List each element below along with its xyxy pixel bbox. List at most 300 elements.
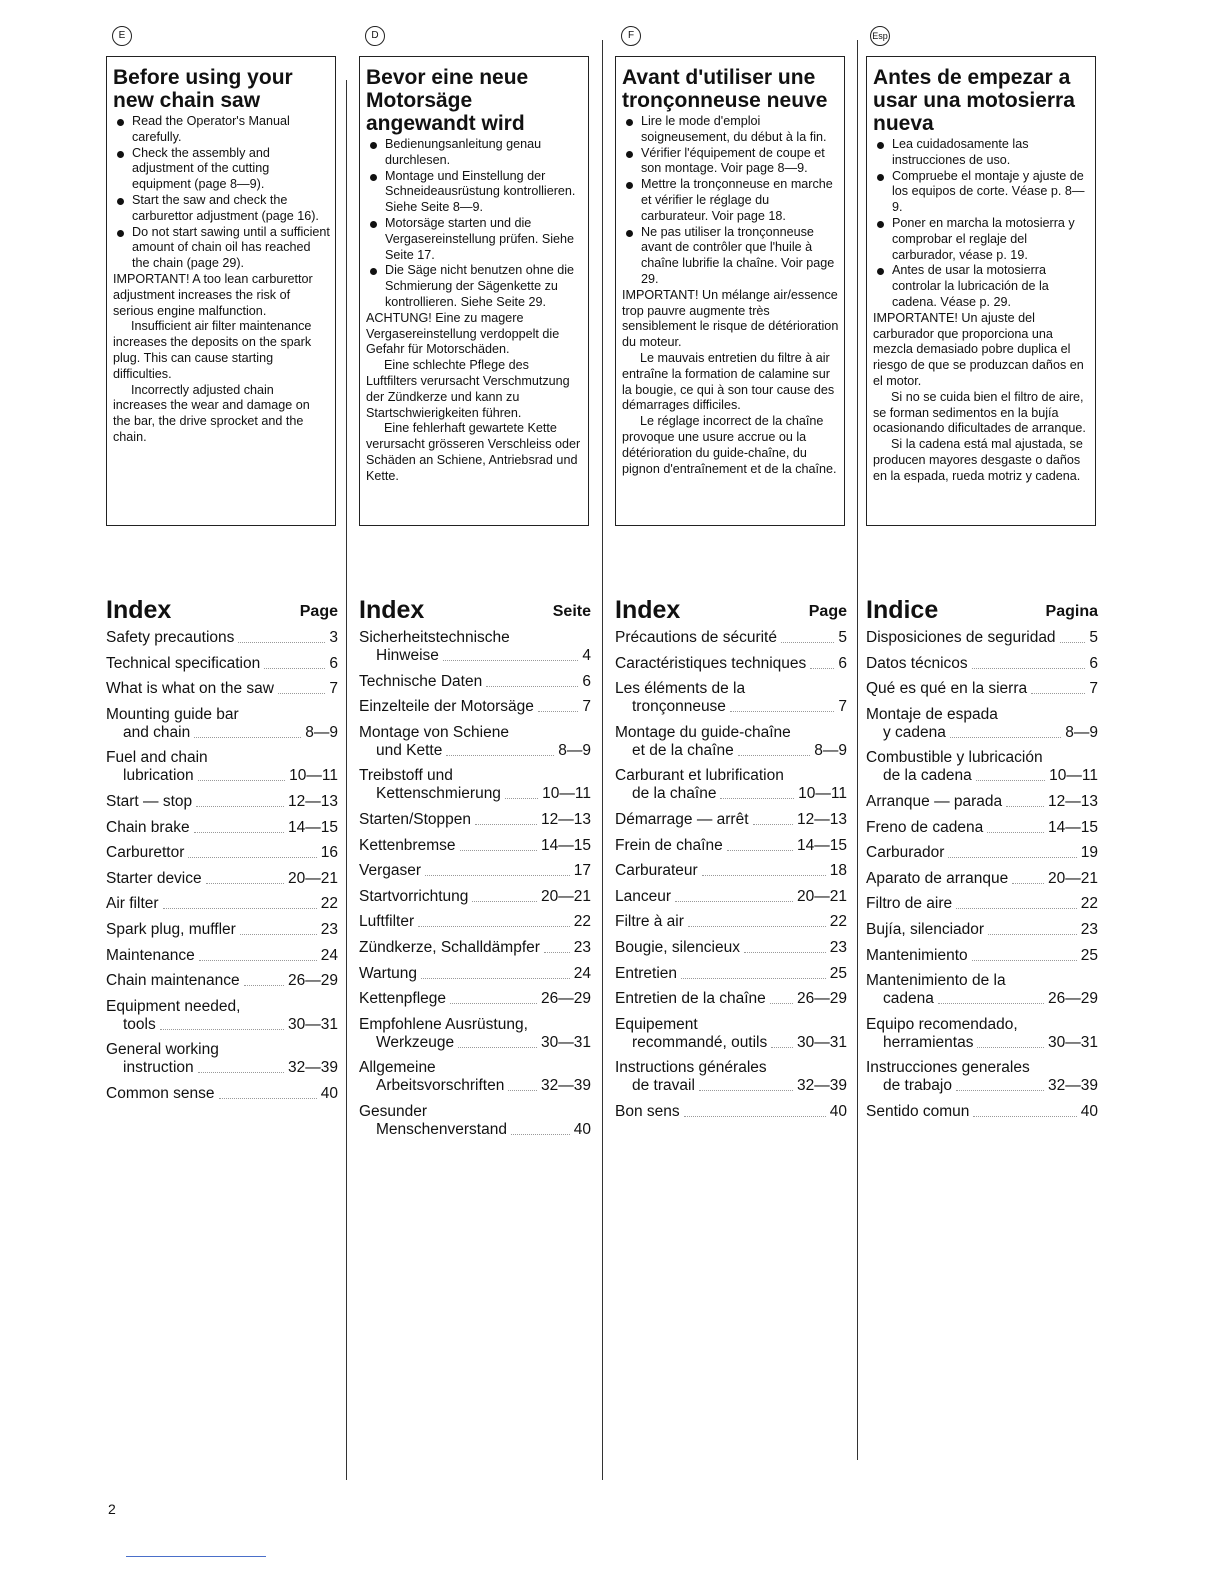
- index-entry: [359, 913, 591, 931]
- index-entry-page: 20—21: [541, 887, 591, 905]
- index-entry-text: Startvorrichtung: [359, 887, 469, 905]
- index-title: Index: [615, 596, 681, 624]
- dot-leader: [238, 641, 325, 643]
- index-entry-text: Mantenimiento de la: [866, 972, 1006, 990]
- instruction-item: Start the saw and check the carburettor adjustment (page 16).: [113, 193, 330, 225]
- index-entry-text: Bon sens: [615, 1102, 680, 1120]
- dot-leader: [988, 933, 1077, 935]
- dot-leader: [194, 736, 301, 738]
- index-entry-text: Starter device: [106, 869, 202, 887]
- dot-leader: [505, 797, 538, 799]
- maintenance-note: Le mauvais entretien du filtre à air entraîne la formation de calamine sur la bougie, ce qui à son tour cause des démarrages difficiles.: [622, 350, 835, 413]
- index-entry-page: 22: [320, 895, 338, 913]
- index-entry-text: Montaje de espada: [866, 705, 998, 723]
- index-entry-text: What is what on the saw: [106, 680, 274, 698]
- before-use-box: [106, 56, 336, 526]
- index-entry: [866, 629, 1098, 647]
- index-entry: [615, 811, 847, 829]
- box-title: Antes de empezar a usar una motosierra nueva: [873, 66, 1075, 135]
- index-entry: [359, 939, 591, 957]
- index-entry: [106, 844, 338, 862]
- index-entry-text: Freno de cadena: [866, 818, 984, 836]
- dot-leader: [198, 779, 286, 781]
- index-entry: [359, 724, 591, 760]
- index-entry-page: 16: [320, 844, 338, 862]
- dot-leader: [973, 1115, 1076, 1117]
- index-entry-text: Entretien de la chaîne: [615, 990, 766, 1008]
- dot-leader: [450, 1002, 537, 1004]
- index-entry: [359, 990, 591, 1008]
- index-entry-text: Montage von Schiene: [359, 723, 509, 741]
- dot-leader: [219, 1097, 317, 1099]
- index-entry-page: 6: [582, 672, 591, 690]
- index-entry-text: Datos técnicos: [866, 654, 968, 672]
- index-title: Index: [106, 596, 172, 624]
- dot-leader: [770, 1002, 793, 1004]
- dot-leader: [956, 1089, 1044, 1091]
- index-entry-text: Instrucciones generales: [866, 1059, 1030, 1077]
- box-title: Avant d'utiliser une tronçonneuse neuve: [622, 66, 828, 112]
- index-header: [359, 596, 591, 626]
- index-header: [866, 596, 1098, 626]
- dot-leader: [198, 1071, 284, 1073]
- index-entry: [615, 724, 847, 760]
- index-entry: [106, 706, 338, 742]
- dot-leader: [727, 849, 793, 851]
- dot-leader: [508, 1089, 537, 1091]
- dot-leader: [1060, 641, 1086, 643]
- maintenance-note: Incorrectly adjusted chain increases the wear and damage on the bar, the drive sprocket and the chain.: [113, 382, 310, 444]
- index-entry-text: Equipement: [615, 1015, 698, 1033]
- index-entry-page: 6: [329, 654, 338, 672]
- index-entry-text: Luftfilter: [359, 913, 415, 931]
- maintenance-note: Eine fehlerhaft gewartete Kette verursacht grösseren Verschleiss oder Schäden an Schiene, Antriebsrad und Kette.: [366, 421, 581, 483]
- dot-leader: [196, 805, 284, 807]
- index-entry-text: Kettenpflege: [359, 990, 447, 1008]
- index-entry: [866, 1016, 1098, 1052]
- instruction-item: Poner en marcha la motosierra y comprobar el reglaje del carburador, véase p. 19.: [873, 216, 1090, 263]
- column-divider: [346, 80, 347, 1480]
- index-entry-page: 26—29: [1048, 990, 1098, 1008]
- index-entry-text: Frein de chaîne: [615, 836, 723, 854]
- index-entry-page: 4: [582, 647, 591, 664]
- index-entry-page: 7: [582, 698, 591, 716]
- index-entry: [615, 965, 847, 983]
- index-entry: [106, 947, 338, 965]
- language-badge: F: [621, 26, 641, 46]
- dot-leader: [950, 736, 1061, 738]
- instruction-item: Vérifier l'équipement de coupe et son montage. Voir page 8—9.: [622, 146, 839, 178]
- index-entry-text: Technische Daten: [359, 672, 483, 690]
- index-entry: [866, 819, 1098, 837]
- dot-leader: [684, 1115, 826, 1117]
- index-entry-text: Safety precautions: [106, 629, 235, 646]
- dot-leader: [1031, 692, 1085, 694]
- before-use-box: [359, 56, 589, 526]
- index-entry: [106, 895, 338, 913]
- index-entry: [106, 655, 338, 673]
- important-note: ACHTUNG! Eine zu magere Vergasereinstellung verdoppelt die Gefahr für Motorschäden.: [366, 310, 560, 357]
- index-entry: [866, 921, 1098, 939]
- index-entry: [359, 767, 591, 803]
- dot-leader: [956, 907, 1077, 909]
- dot-leader: [460, 849, 538, 851]
- instruction-item: Read the Operator's Manual carefully.: [113, 114, 330, 146]
- dot-leader: [425, 874, 570, 876]
- index-entry-page: 23: [573, 938, 591, 956]
- instruction-item: Mettre la tronçonneuse en marche et vérifier le réglage du carburateur. Voir page 18.: [622, 177, 839, 224]
- index-entry-page: 32—39: [1048, 1077, 1098, 1095]
- index-entry-page: 8—9: [305, 723, 338, 741]
- index-entry: [866, 706, 1098, 742]
- index-page-label: Page: [808, 603, 847, 620]
- dot-leader: [753, 823, 794, 825]
- dot-leader: [681, 977, 826, 979]
- instruction-item: Lire le mode d'emploi soigneusement, du début à la fin.: [622, 114, 839, 146]
- index-entry-text: Carburettor: [106, 844, 185, 862]
- index-entry-page: 20—21: [797, 887, 847, 905]
- index-entry-text: Démarrage — arrêt: [615, 810, 749, 828]
- index-entry: [359, 837, 591, 855]
- index-entry: [615, 655, 847, 673]
- index-entry-page: 3: [329, 629, 338, 646]
- index-entry-page: 23: [320, 920, 338, 938]
- index-header: [106, 596, 338, 626]
- instruction-item: Antes de usar la motosierra controlar la lubricación de la cadena. Véase p. 29.: [873, 263, 1090, 310]
- index-entry-text: Caractéristiques techniques: [615, 654, 807, 672]
- dot-leader: [511, 1133, 570, 1135]
- index-entry: [866, 1103, 1098, 1121]
- index-entry-text: cadena: [883, 990, 934, 1008]
- language-badge: E: [112, 26, 132, 46]
- index-entry: [866, 947, 1098, 965]
- index-entry-page: 12—13: [541, 810, 591, 828]
- index-entry: [106, 972, 338, 990]
- important-note: IMPORTANT! Un mélange air/essence trop pauvre augmente très sensiblement le risque de détérioration du moteur.: [622, 287, 839, 350]
- index-list: [106, 629, 338, 1111]
- index-entry-page: 30—31: [288, 1015, 338, 1033]
- index-entry-page: 22: [1080, 895, 1098, 913]
- dot-leader: [244, 984, 284, 986]
- dot-leader: [264, 667, 325, 669]
- index-entry-text: Arbeitsvorschriften: [376, 1077, 505, 1095]
- dot-leader: [810, 667, 834, 669]
- index-entry-page: 25: [1080, 946, 1098, 964]
- index-entry-page: 20—21: [1048, 869, 1098, 887]
- index-entry: [106, 1085, 338, 1103]
- index-entry: [615, 1103, 847, 1121]
- index-entry: [106, 793, 338, 811]
- index-entry-page: 10—11: [542, 785, 591, 803]
- index-title: Index: [359, 596, 425, 624]
- maintenance-note: Si no se cuida bien el filtro de aire, se forman sedimentos en la bujía ocasionando dificultades de arranque.: [873, 389, 1086, 436]
- dot-leader: [781, 641, 834, 643]
- dot-leader: [720, 797, 794, 799]
- index-entry-page: 24: [573, 964, 591, 982]
- index-entry-text: de travail: [632, 1077, 695, 1095]
- dot-leader: [738, 754, 811, 756]
- instruction-item: Do not start sawing until a sufficient amount of chain oil has reached the chain (page 29).: [113, 225, 330, 272]
- index-entry: [615, 837, 847, 855]
- index-entry: [866, 844, 1098, 862]
- instruction-item: Bedienungsanleitung genau durchlesen.: [366, 137, 583, 169]
- index-entry-text: lubrication: [123, 767, 194, 785]
- index-entry-page: 19: [1080, 844, 1098, 862]
- index-entry-text: Chain brake: [106, 818, 190, 836]
- dot-leader: [160, 1028, 284, 1030]
- index-entry-text: Hinweise: [376, 647, 439, 664]
- index-entry: [106, 629, 338, 647]
- index-list: [359, 629, 591, 1147]
- index-entry: [866, 895, 1098, 913]
- index-entry-text: Wartung: [359, 964, 418, 982]
- instruction-list: [366, 137, 583, 311]
- index-entry: [615, 767, 847, 803]
- index-entry-page: 17: [573, 862, 591, 880]
- language-badge: D: [365, 26, 385, 46]
- index-entry: [866, 655, 1098, 673]
- index-entry: [866, 870, 1098, 888]
- dot-leader: [744, 951, 826, 953]
- index-entry: [106, 749, 338, 785]
- index-entry-page: 40: [573, 1120, 591, 1138]
- index-entry-page: 23: [829, 938, 847, 956]
- dot-leader: [475, 823, 537, 825]
- dot-leader: [486, 685, 578, 687]
- index-entry-page: 10—11: [798, 785, 847, 803]
- maintenance-note: Si la cadena está mal ajustada, se producen mayores desgaste o daños en la espada, rueda motriz y cadena.: [873, 437, 1083, 483]
- dot-leader: [418, 925, 570, 927]
- important-note: IMPORTANTE! Un ajuste del carburador que proporciona una mezcla demasiado pobre duplica el riesgo de que se produzcan daños en el motor.: [873, 310, 1084, 388]
- index-entry: [359, 888, 591, 906]
- dot-leader: [458, 1046, 537, 1048]
- dot-leader: [278, 692, 325, 694]
- instruction-item: Ne pas utiliser la tronçonneuse avant de contrôler que l'huile à chaîne lubrifie la chaîne. Voir page 29.: [622, 225, 839, 288]
- index-entry-text: Bujía, silenciador: [866, 920, 985, 938]
- index-entry: [359, 811, 591, 829]
- index-entry-text: Entretien: [615, 964, 678, 982]
- index-entry: [359, 1059, 591, 1095]
- instruction-item: Die Säge nicht benutzen ohne die Schmierung der Sägenkette zu kontrollieren. Siehe Seite 29.: [366, 263, 583, 310]
- index-entry-page: 14—15: [1048, 818, 1098, 836]
- index-entry-page: 40: [1080, 1102, 1098, 1120]
- instruction-item: Montage und Einstellung der Schneideausrüstung kontrollieren. Siehe Seite 8—9.: [366, 169, 583, 216]
- index-entry-text: Treibstoff und: [359, 767, 453, 785]
- index-entry-text: Carburateur: [615, 862, 698, 880]
- index-entry: [359, 673, 591, 691]
- index-list: [866, 629, 1098, 1129]
- index-entry: [615, 680, 847, 716]
- index-entry-page: 14—15: [288, 818, 338, 836]
- dot-leader: [977, 1046, 1044, 1048]
- index-entry: [866, 793, 1098, 811]
- index-entry-text: tronçonneuse: [632, 698, 726, 716]
- index-entry-text: Allgemeine: [359, 1059, 436, 1077]
- dot-leader: [206, 882, 284, 884]
- index-entry-text: Arranque — parada: [866, 792, 1003, 810]
- dot-leader: [730, 710, 834, 712]
- index-entry: [615, 862, 847, 880]
- index-entry-text: Carburant et lubrification: [615, 767, 784, 785]
- column-divider: [602, 40, 603, 1480]
- instruction-list: [622, 114, 839, 288]
- dot-leader: [972, 959, 1077, 961]
- index-entry-text: Empfohlene Ausrüstung,: [359, 1015, 528, 1033]
- dot-leader: [194, 831, 284, 833]
- index-entry-page: 10—11: [1049, 767, 1098, 785]
- index-entry: [359, 862, 591, 880]
- index-entry-page: 7: [329, 680, 338, 698]
- index-entry-page: 26—29: [797, 990, 847, 1008]
- index-entry-text: tools: [123, 1015, 156, 1033]
- index-entry-page: 32—39: [541, 1077, 591, 1095]
- index-entry-page: 6: [838, 654, 847, 672]
- index-entry-page: 30—31: [1048, 1033, 1098, 1051]
- index-entry-text: and chain: [123, 723, 191, 741]
- index-entry-page: 5: [1089, 629, 1098, 646]
- dot-leader: [472, 900, 537, 902]
- dot-leader: [1006, 805, 1044, 807]
- index-list: [615, 629, 847, 1129]
- dot-leader: [163, 907, 317, 909]
- index-entry-text: Sicherheitstechnische: [359, 629, 510, 646]
- dot-leader: [538, 710, 578, 712]
- dot-leader: [421, 977, 570, 979]
- index-entry-text: Disposiciones de seguridad: [866, 629, 1056, 646]
- index-entry-page: 5: [838, 629, 847, 646]
- index-entry: [106, 819, 338, 837]
- index-entry-text: Air filter: [106, 895, 159, 913]
- index-entry-text: Technical specification: [106, 654, 261, 672]
- dot-leader: [938, 1002, 1044, 1004]
- index-entry-page: 12—13: [797, 810, 847, 828]
- index-entry-text: Fuel and chain: [106, 749, 208, 767]
- index-entry: [866, 680, 1098, 698]
- index-page-label: Pagina: [1045, 603, 1098, 620]
- index-entry: [106, 870, 338, 888]
- index-entry-page: 14—15: [541, 836, 591, 854]
- index-entry-page: 26—29: [288, 972, 338, 990]
- maintenance-note: Le réglage incorrect de la chaîne provoque une usure accrue ou la détérioration du guide-chaîne, du pignon d'entraînement et de la chaîne.: [622, 414, 837, 476]
- index-entry-text: Start — stop: [106, 792, 193, 810]
- index-entry-text: Spark plug, muffler: [106, 920, 236, 938]
- index-entry: [106, 921, 338, 939]
- index-entry: [359, 1016, 591, 1052]
- index-entry-page: 20—21: [288, 869, 338, 887]
- index-entry-page: 8—9: [1065, 723, 1098, 741]
- index-entry-text: Filtro de aire: [866, 895, 953, 913]
- index-entry-page: 14—15: [797, 836, 847, 854]
- index-entry-text: Werkzeuge: [376, 1033, 455, 1051]
- dot-leader: [675, 900, 793, 902]
- dot-leader: [976, 779, 1045, 781]
- index-entry: [106, 1041, 338, 1077]
- index-entry-page: 7: [1089, 680, 1098, 698]
- index-entry: [106, 998, 338, 1034]
- dot-leader: [443, 659, 578, 661]
- index-entry: [615, 629, 847, 647]
- index-entry: [106, 680, 338, 698]
- index-entry: [359, 1103, 591, 1139]
- index-entry-page: 10—11: [289, 767, 338, 785]
- index-entry-text: Equipo recomendado,: [866, 1015, 1018, 1033]
- index-entry-text: General working: [106, 1041, 219, 1059]
- index-entry-text: Carburador: [866, 844, 945, 862]
- index-entry-page: 6: [1089, 654, 1098, 672]
- index-entry: [359, 629, 591, 665]
- footer-rule: [126, 1556, 266, 1557]
- important-note: IMPORTANT! A too lean carburettor adjustment increases the risk of serious engine malfunction.: [113, 271, 313, 318]
- index-entry-text: Chain maintenance: [106, 972, 240, 990]
- index-entry-page: 22: [829, 913, 847, 931]
- dot-leader: [948, 856, 1076, 858]
- index-entry-text: und Kette: [376, 741, 443, 759]
- index-entry-text: Instructions générales: [615, 1059, 767, 1077]
- box-title: Before using your new chain saw: [113, 66, 293, 112]
- index-entry-page: 30—31: [541, 1033, 591, 1051]
- dot-leader: [1012, 882, 1044, 884]
- index-entry: [615, 1016, 847, 1052]
- index-entry-text: recommandé, outils: [632, 1033, 768, 1051]
- dot-leader: [188, 856, 316, 858]
- index-entry-page: 8—9: [558, 741, 591, 759]
- dot-leader: [699, 1089, 793, 1091]
- index-entry-page: 30—31: [797, 1033, 847, 1051]
- dot-leader: [972, 667, 1086, 669]
- dot-leader: [688, 925, 826, 927]
- index-entry-text: Mantenimiento: [866, 946, 968, 964]
- index-entry-text: Gesunder: [359, 1102, 428, 1120]
- index-entry-text: Aparato de arranque: [866, 869, 1009, 887]
- maintenance-note: Insufficient air filter maintenance increases the deposits on the spark plug. This can cause starting difficulties.: [113, 319, 312, 381]
- index-entry-text: Lanceur: [615, 887, 672, 905]
- column-divider: [857, 40, 858, 1460]
- index-entry-page: 32—39: [288, 1059, 338, 1077]
- index-entry: [615, 913, 847, 931]
- index-entry-text: Kettenbremse: [359, 836, 456, 854]
- index-entry-text: Kettenschmierung: [376, 785, 501, 803]
- index-entry-page: 12—13: [288, 792, 338, 810]
- index-header: [615, 596, 847, 626]
- dot-leader: [771, 1046, 793, 1048]
- index-entry-text: Common sense: [106, 1084, 215, 1102]
- maintenance-note: Eine schlechte Pflege des Luftfilters verursacht Verschmutzung der Zündkerze und kann zu Startschwierigkeiten führen.: [366, 358, 570, 420]
- instruction-item: Check the assembly and adjustment of the cutting equipment (page 8—9).: [113, 146, 330, 193]
- dot-leader: [446, 754, 554, 756]
- language-badge: Esp: [870, 26, 890, 46]
- index-entry-page: 22: [573, 913, 591, 931]
- index-entry-page: 8—9: [814, 741, 847, 759]
- index-entry: [866, 749, 1098, 785]
- index-entry: [615, 939, 847, 957]
- instruction-list: [113, 114, 330, 272]
- index-entry-page: 40: [829, 1102, 847, 1120]
- index-entry-text: Starten/Stoppen: [359, 810, 472, 828]
- index-entry-page: 24: [320, 946, 338, 964]
- index-entry-text: et de la chaîne: [632, 741, 734, 759]
- index-entry-text: Einzelteile der Motorsäge: [359, 698, 534, 716]
- index-entry: [359, 965, 591, 983]
- index-page-label: Seite: [552, 603, 591, 620]
- index-entry-page: 26—29: [541, 990, 591, 1008]
- index-entry-text: Les éléments de la: [615, 680, 746, 698]
- index-entry: [615, 990, 847, 1008]
- index-entry-page: 40: [320, 1084, 338, 1102]
- index-entry: [866, 1059, 1098, 1095]
- page-number: 2: [108, 1501, 116, 1517]
- index-page-label: Page: [299, 603, 338, 620]
- index-entry-text: Précautions de sécurité: [615, 629, 777, 646]
